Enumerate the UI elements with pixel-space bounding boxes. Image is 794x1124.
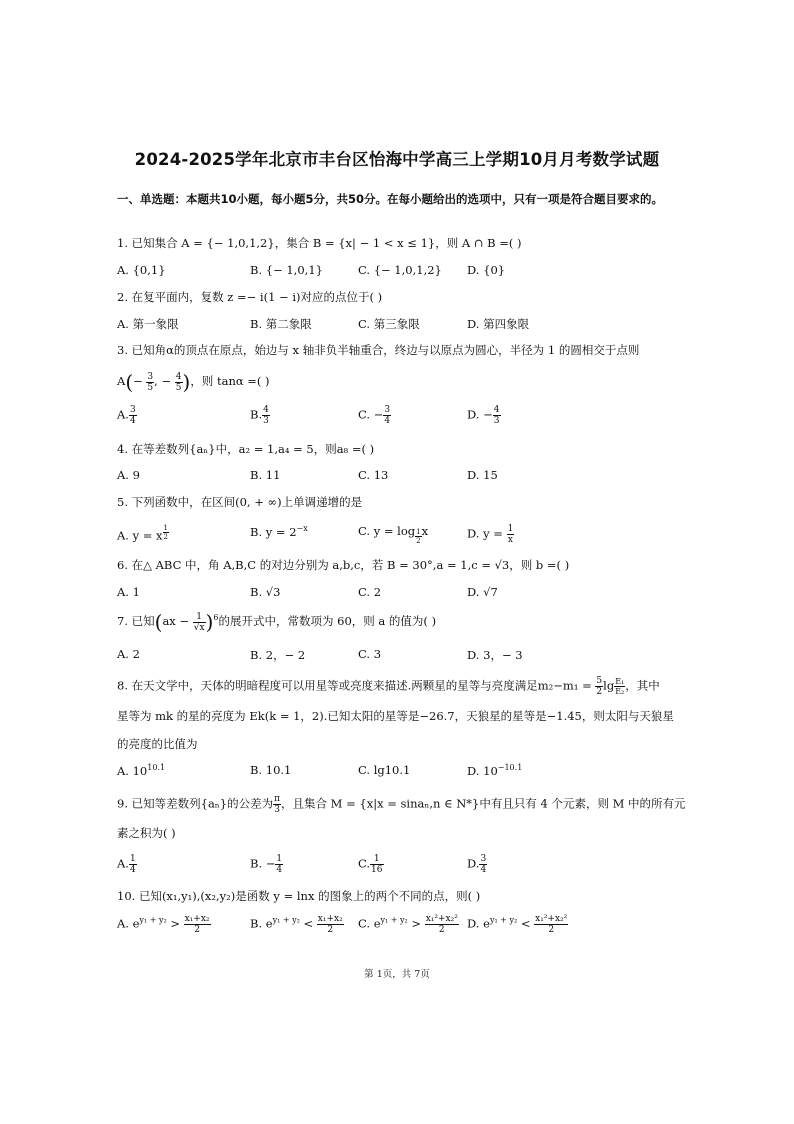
question-8-stem-line2: 星等为 mk 的星的亮度为 Ek(k = 1，2).已知太阳的星等是−26.7，天狼星的星等是−1.45，则太阳与天狼星	[117, 709, 674, 723]
q6-option-b: B. √3	[250, 585, 281, 599]
q9-option-a: A. $\frac{1}{4}$	[117, 854, 136, 875]
q6-option-a: A. 1	[117, 585, 140, 599]
q10-option-c: C. $e^{y_1 + y_2}$ > $\frac{\text{x₁²+x₂²}}{2}$	[358, 914, 458, 935]
question-8-stem-line3: 的亮度的比值为	[117, 737, 198, 751]
q7-option-b: B. 2，− 2	[250, 648, 306, 662]
q9-option-d: D. $\frac{3}{4}$	[467, 854, 487, 875]
q3-option-d: D. − $\frac{4}{3}$	[467, 405, 500, 426]
question-6-stem: 6. 在△ ABC 中，角 A,B,C 的对边分别为 a,b,c，若 B = 30°,a = 1,c = √3，则 b =( )	[117, 558, 570, 572]
q10-option-a: A. $e^{y_1 + y_2}$ > $\frac{\text{x₁+x₂}}{2}$	[117, 914, 210, 935]
q7-option-d: D. 3，− 3	[467, 648, 523, 662]
q5-option-a: A. y = x $^{\frac{1}{2}}$	[117, 524, 169, 543]
q2-option-a: A. 第一象限	[117, 317, 179, 331]
q7-option-c: C. 3	[358, 647, 382, 661]
q4-option-c: C. 13	[358, 468, 389, 482]
question-9-stem-line2: 素之积为( )	[117, 826, 176, 840]
q3-point-x-fraction: $\frac{3}{5}$	[147, 371, 154, 393]
q6-option-d: D. √7	[467, 585, 498, 599]
q10-option-b: B. $e^{y_1 + y_2}$ < $\frac{\text{x₁+x₂}}{2}$	[250, 914, 343, 935]
q2-option-c: C. 第三象限	[358, 317, 420, 331]
q2-option-d: D. 第四象限	[467, 317, 530, 331]
q8-option-a: A. $10^{10.1}$	[117, 763, 166, 778]
q9-option-b: B. − $\frac{1}{4}$	[250, 854, 283, 875]
q4-option-a: A. 9	[117, 468, 140, 482]
q5-option-d: D. y = $\frac{1}{x}$	[467, 524, 514, 545]
question-4-stem: 4. 在等差数列{aₙ}中，a₂ = 1,a₄ = 5，则a₈ =( )	[117, 442, 375, 456]
q8-option-d: D. $10^{-10.1}$	[467, 763, 523, 778]
q1-option-d: D. {0}	[467, 263, 506, 277]
question-3-stem-line1: 3. 已知角α的顶点在原点，始边与 x 轴非负半轴重合，终边与以原点为圆心，半径为 1 的圆相交于点则	[117, 343, 640, 357]
question-3-stem-line2: A(− $\frac{3}{5}$ , − $\frac{4}{5}$ )，则 tanα =( )	[117, 370, 270, 394]
q3-option-b: B. $\frac{4}{3}$	[250, 405, 269, 426]
question-9-stem-line1: 9. 已知等差数列{aₙ}的公差为 $\frac{\pi}{3}$ ，且集合 M = {x|x = sinaₙ,n ∈ N*}中有且只有 4 个元素，则 M 中的所有元	[117, 794, 686, 815]
question-2-stem: 2. 在复平面内，复数 z =− i(1 − i)对应的点位于( )	[117, 290, 383, 304]
q2-option-b: B. 第二象限	[250, 317, 312, 331]
question-10-stem: 10. 已知(x₁,y₁),(x₂,y₂)是函数 y = lnx 的图象上的两个不同的点，则( )	[117, 889, 481, 903]
question-7-stem: 7. 已知(ax − $\frac{1}{√x}$ )$^6$的展开式中，常数项为 60，则 a 的值为( )	[117, 610, 437, 634]
q1-option-a: A. {0,1}	[117, 263, 166, 277]
q3-point-y-fraction: $\frac{4}{5}$	[175, 371, 182, 393]
q4-option-b: B. 11	[250, 468, 281, 482]
q9-option-c: C. $\frac{1}{16}$	[358, 854, 383, 875]
q3-point-label: A	[117, 374, 126, 388]
q6-option-c: C. 2	[358, 585, 382, 599]
q3-option-c: C. − $\frac{3}{4}$	[358, 405, 391, 426]
q10-option-d: D. $e^{y_1 + y_2}$ < $\frac{\text{x₁²+x₂²}}{2}$	[467, 914, 568, 935]
page-title: 2024-2025学年北京市丰台区怡海中学高三上学期10月月考数学试题	[134, 150, 660, 169]
question-8-stem-line1: 8. 在天文学中，天体的明暗程度可以用星等或亮度来描述.两颗星的星等与亮度满足m₂−m₁ = $\frac{5}{2}$ lg $\frac{\text{E₁}}{\text{E₂}}$ ，其中	[117, 676, 660, 697]
page-footer: 第 1页，共 7页	[364, 969, 430, 980]
q3-option-a: A. $\frac{3}{4}$	[117, 405, 136, 426]
question-5-stem: 5. 下列函数中，在区间(0, + ∞)上单调递增的是	[117, 495, 363, 509]
q8-option-c: C. lg10.1	[358, 763, 411, 777]
q1-option-c: C. {− 1,0,1,2}	[358, 263, 442, 277]
q5-option-b: B. $y = 2^{-x}$	[250, 524, 308, 539]
question-1-stem: 1. 已知集合 A = {− 1,0,1,2}，集合 B = {x| − 1 < x ≤ 1}，则 A ∩ B =( )	[117, 236, 522, 250]
section-heading: 一、单选题：本题共10小题，每小题5分，共50分。在每小题给出的选项中，只有一项是符合题目要求的。	[117, 192, 664, 206]
q5-option-c: C. y = log $_{\frac{1}{2}}$ x	[358, 524, 429, 545]
q4-option-d: D. 15	[467, 468, 498, 482]
q7-option-a: A. 2	[117, 647, 140, 661]
q1-option-b: B. {− 1,0,1}	[250, 263, 323, 277]
q8-option-b: B. 10.1	[250, 763, 292, 777]
q3-stem-tail: ，则 tanα =( )	[190, 374, 270, 388]
